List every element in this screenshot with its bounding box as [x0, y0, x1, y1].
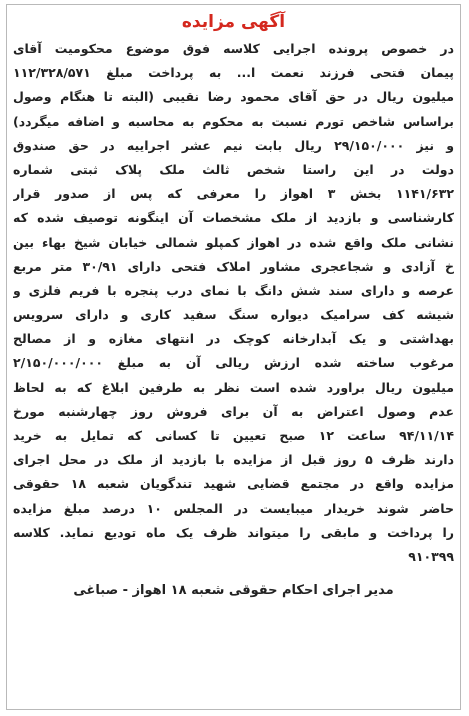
notice-line: عدم وصول اعتراض به آن برای فروش روز چهارشنبه مورخ	[13, 403, 454, 419]
notice-line: بهداشتی و یک آبدارخانه کوچک در انتهای مغازه و از مصالح	[13, 331, 454, 347]
notice-line: خ آزادی و شجاعجری مشاور املاک فتحی دارای ۳۰/۹۱ متر مربع	[13, 258, 454, 274]
notice-line: مرغوب ساخته شده ارزش ریالی آن به مبلغ ۲/۱۵۰/۰۰۰/۰۰۰	[13, 355, 454, 371]
notice-line: کارشناسی و بازدید از ملک مشخصات آن اینگونه توصیف شده که	[13, 210, 454, 226]
notice-signature: مدیر اجرای احکام حقوقی شعبه ۱۸ اهواز - صباغی	[73, 583, 394, 599]
notice-line: مزایده واقع در مجتمع قضایی شهید تندگویان شعبه ۱۸ حقوقی	[13, 476, 454, 492]
notice-case-number: ۹۱۰۳۹۹	[408, 548, 454, 564]
notice-line: میلیون ریال در حق آقای محمود رضا نقیبی (البته تا هنگام وصول	[13, 89, 454, 105]
notice-line: میلیون ریال براورد شده است نظر به طرفین ابلاغ که به لحاظ	[13, 379, 454, 395]
notice-line: حاضر شوند خریدار میبایست در المجلس ۱۰ درصد مبلغ مزایده	[13, 500, 454, 516]
notice-line: عرصه و دارای سند شش دانگ با نمای درب پنجره با فریم فلزی و	[13, 282, 454, 298]
notice-line: شیشه کف سرامیک دیواره سنگ سفید کاری و دارای سرویس	[13, 307, 454, 323]
notice-line: در خصوص پرونده اجرایی کلاسه فوق موضوع محکومیت آقای	[13, 41, 454, 56]
notice-frame	[6, 4, 461, 710]
notice-line: ۹۴/۱۱/۱۴ ساعت ۱۲ صبح تعیین تا کسانی که تمایل به خرید	[13, 428, 454, 443]
notice-line: را پرداخت و مابقی را میتواند ظرف یک ماه تودیع نماید. کلاسه	[13, 524, 454, 540]
notice-line: براساس شاخص تورم نسبت به محکوم به محاسبه و اضافه میگردد)	[13, 113, 454, 129]
notice-line: دارند ظرف ۵ روز قبل از مزایده با بازدید از ملک در محل اجرای	[13, 452, 454, 468]
title-area	[7, 7, 460, 37]
notice-line: و نیز ۲۹/۱۵۰/۰۰۰ ریال بابت نیم عشر اجراییه در حق صندوق	[13, 137, 454, 153]
notice-line: دولت در این راستا شخص ثالث ملک پلاک ثبتی شماره	[13, 161, 454, 177]
notice-body	[7, 37, 460, 569]
notice-line: نشانی ملک واقع شده در اهواز کمپلو شمالی خیابان شیخ بهاء بین	[13, 234, 454, 250]
notice-line: پیمان فتحی فرزند نعمت ا... به پرداخت مبلغ ۱۱۲/۳۲۸/۵۷۱	[13, 65, 454, 81]
notice-line: ۱۱۴۱/۶۳۲ بخش ۳ اهواز را معرفی که پس از صدور قرار	[13, 186, 454, 202]
notice-title: آگهی مزایده	[181, 12, 286, 32]
